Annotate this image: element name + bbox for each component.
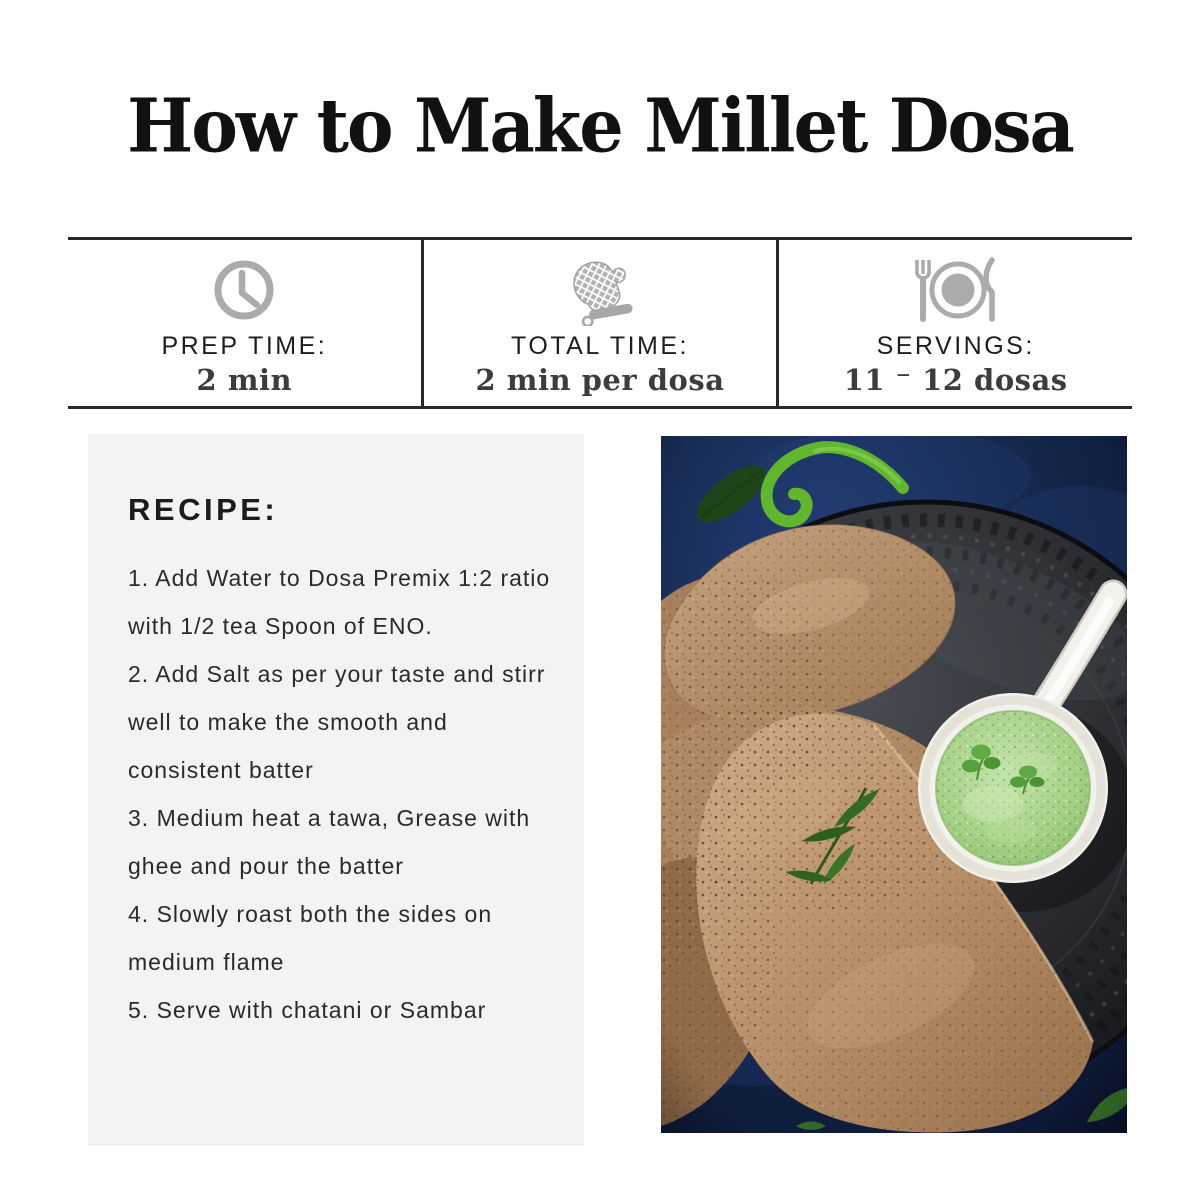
clock-icon <box>212 253 276 327</box>
prep-time-label: PREP TIME: <box>161 332 328 360</box>
servings-value: 11 ⁻ 12 dosas <box>843 363 1068 397</box>
dosa-dish-photo <box>661 436 1127 1133</box>
recipe-step: 5. Serve with chatani or Sambar <box>128 997 487 1023</box>
recipe-heading: RECIPE: <box>128 492 279 527</box>
recipe-steps <box>128 554 568 1034</box>
oven-mitt-icon <box>564 253 636 327</box>
recipe-step: 3. Medium heat a tawa, Grease with ghee and pour the batter <box>128 805 531 879</box>
servings-label: SERVINGS: <box>876 332 1035 360</box>
plate-cutlery-icon <box>908 253 1004 327</box>
info-cell-prep-time <box>68 240 421 406</box>
prep-time-value: 2 min <box>196 363 293 397</box>
recipe-panel <box>88 434 584 1146</box>
recipe-step: 2. Add Salt as per your taste and stirr well to make the smooth and consistent batter <box>128 661 546 783</box>
info-cell-servings <box>776 240 1132 406</box>
page-title: How to Make Millet Dosa <box>127 81 1073 170</box>
total-time-value: 2 min per dosa <box>475 363 725 397</box>
total-time-label: TOTAL TIME: <box>511 332 689 360</box>
info-cell-total-time <box>421 240 777 406</box>
recipe-step: 4. Slowly roast both the sides on medium flame <box>128 901 493 975</box>
recipe-step: 1. Add Water to Dosa Premix 1:2 ratio with 1/2 tea Spoon of ENO. <box>128 565 551 639</box>
info-bar <box>68 237 1132 409</box>
